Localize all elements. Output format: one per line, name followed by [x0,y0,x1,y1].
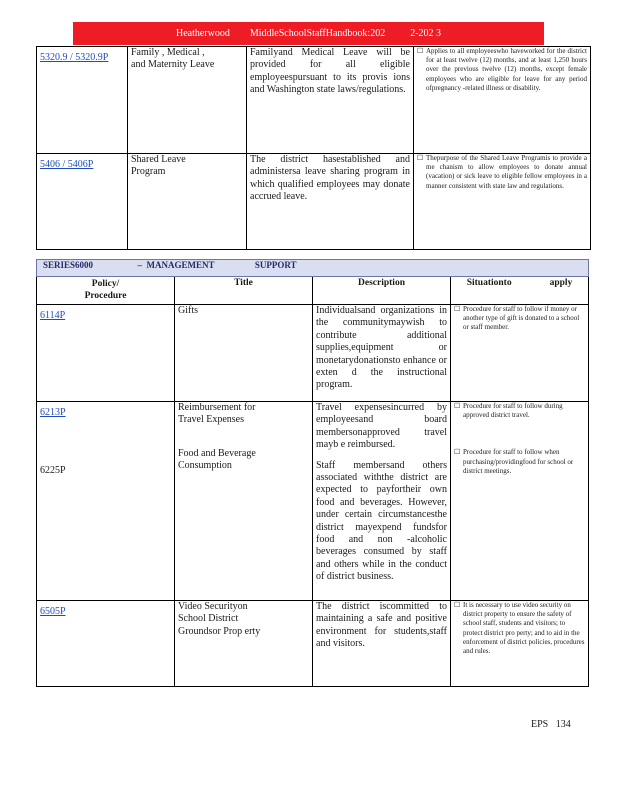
title-cell: Family , Medical , and Maternity Leave [128,47,247,154]
title-cell: Reimbursement for Travel Expenses Food and Beverage Consumption [175,402,313,601]
page-number: EPS 134 [531,719,571,730]
checkbox-icon: ☐ [454,402,461,410]
table-row [37,305,589,402]
description-cell: Individualsand organizations in the communitymaywish to contribute additional supplies,equipment or monetarydonationsto enhance or exten d the instructional program. [313,305,451,402]
title-cell: Video Securityon School District Groundsor Prop erty [175,601,313,687]
col-description-header: Description [313,277,451,305]
situation-cell: ☐ It is necessary to use video security on district property to ensure the safety of school staff, students and visitors; to protect district pro perty; and to aid in the enforcement of district policies, procedures and rules. [451,601,589,687]
policy-link-6114[interactable]: 6114P [40,310,66,321]
checkbox-icon: ☐ [417,47,424,55]
column-header-row [37,277,589,305]
series-heading [37,260,589,277]
management-support-table [36,259,589,687]
description-cell: The district hasestablished and administersa leave sharing program in which qualified employees may donate accrued leave. [247,154,414,250]
description-cell: Travel expensesincurred by employeesand board membersonapproved travel mayb e reimbursed. Staff membersand others associated withthe district are expected to payfortheir own food and beverages. However, under certain circumstancesthe district mayexpend fundsfor food and non -alcoholic beverages consumed by staff and others while in the conduct of district business. [313,402,451,601]
checkbox-icon: ☐ [454,305,461,313]
leave-policy-table [36,46,591,250]
situation-cell: ☐ Procedure for staff to follow if money or another type of gift is donated to a school or staff member. [451,305,589,402]
series-name: – MANAGEMENT SUPPORT [137,260,297,270]
table-row [37,402,589,601]
checkbox-icon: ☐ [454,448,461,457]
table-row [37,154,591,250]
description-cell: Familyand Medical Leave will be provided for all eligible employeespursuant to its provis ions and Washington state laws/regulations. [247,47,414,154]
policy-link-5406[interactable]: 5406 / 5406P [40,159,94,170]
policy-link-5320[interactable]: 5320.9 / 5320.9P [40,52,109,63]
col-situation-header: Situationto apply [451,277,589,305]
col-policy-header: Policy/ Procedure [37,277,175,305]
title-cell: Shared Leave Program [128,154,247,250]
situation-cell: ☐ Thepurpose of the Shared Leave Programis to provide a me chanism to allow employees to donate annual (vacation) or sick leave to eligible fellow employees in a manner consistent with state law and regulations. [414,154,591,250]
situation-cell: ☐ Procedure for staff to follow during approved district travel. ☐ Procedure for staff to follow when purchasing/providingfood for school or district meetings. [451,402,589,601]
situation-cell: ☐ Applies to all employeeswho haveworked for the district for at least twelve (12) months, and at least 1,250 hours over the previous twelve (12) months, except female employees who are eligible for leave for any period ofpregnancy -related illness or disability. [414,47,591,154]
table-row [37,47,591,154]
policy-link-6213[interactable]: 6213P [40,407,66,418]
col-title-header: Title [175,277,313,305]
handbook-banner: Heatherwood MiddleSchoolStaffHandbook:202 2-202 3 [73,22,544,45]
title-cell: Gifts [175,305,313,402]
checkbox-icon: ☐ [417,154,424,162]
table-row [37,601,589,687]
description-cell: The district iscommitted to maintaining a safe and positive environment for students,staff and visitors. [313,601,451,687]
checkbox-icon: ☐ [454,601,461,609]
policy-id-6225: 6225P [40,465,66,476]
policy-link-6505[interactable]: 6505P [40,606,66,617]
series-label: SERIES6000 [43,260,94,270]
